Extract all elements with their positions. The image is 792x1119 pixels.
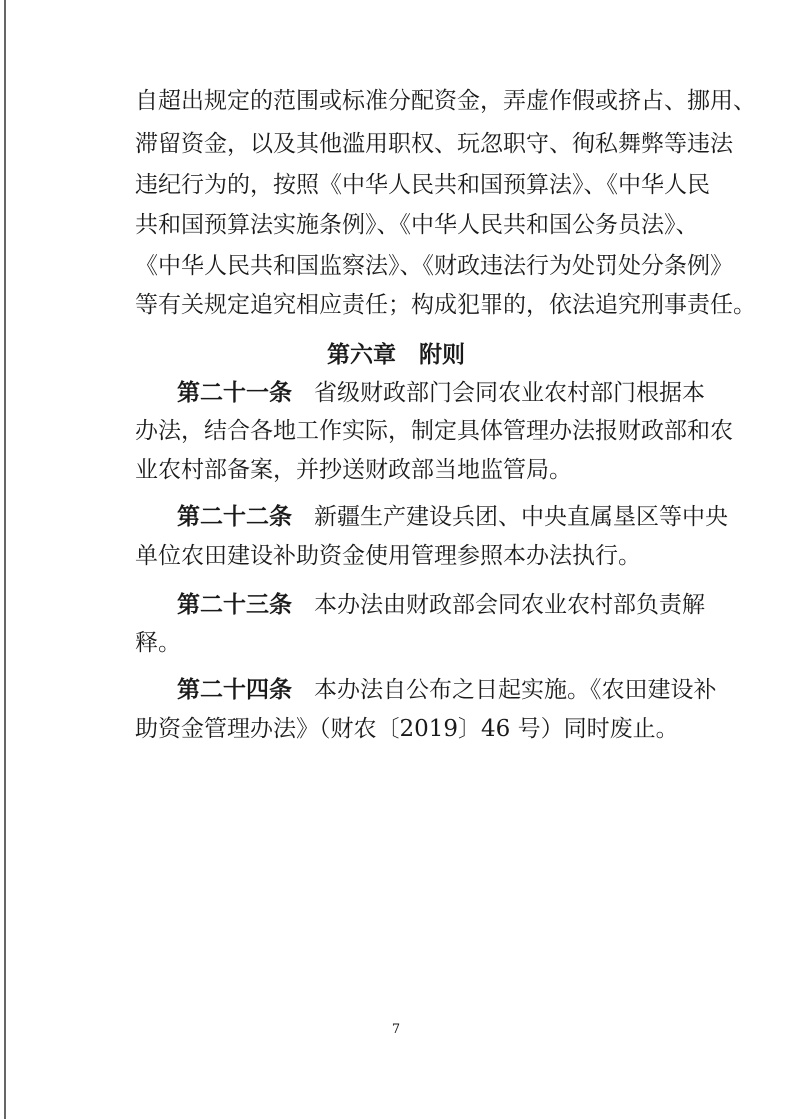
text-line: 违纪行为的，按照《中华人民共和国预算法》、《中华人民 — [135, 172, 710, 198]
text-line: 滞留资金，以及其他滥用职权、玩忽职守、徇私舞弊等违法 — [135, 131, 733, 157]
article-text: 省级财政部门会同农业农村部门根据本 — [314, 380, 705, 406]
article-text: 本办法自公布之日起实施。《农田建设补 — [314, 677, 717, 703]
article-23-first-line — [177, 590, 705, 620]
text-line: 办法，结合各地工作实际，制定具体管理办法报财政部和农 — [135, 418, 733, 444]
text-line: 业农村部备案，并抄送财政部当地监管局。 — [135, 457, 572, 483]
text-line: 单位农田建设补助资金使用管理参照本办法执行。 — [135, 543, 641, 569]
chapter-heading: 第六章 附则 — [327, 342, 465, 368]
article-22-first-line — [177, 502, 728, 532]
article-label: 第二十二条 — [177, 504, 292, 530]
text-line: 释。 — [135, 630, 181, 656]
text-line: 《中华人民共和国监察法》、《财政违法行为处罚处分条例》 — [135, 253, 733, 279]
article-label: 第二十四条 — [177, 677, 292, 703]
text-line: 共和国预算法实施条例》、《中华人民共和国公务员法》、 — [135, 212, 699, 238]
text-line: 助资金管理办法》（财农〔2019〕46 号）同时废止。 — [135, 716, 679, 742]
scan-edge-artifact — [4, 0, 6, 1119]
article-21-first-line — [177, 378, 705, 408]
article-label: 第二十三条 — [177, 592, 292, 618]
article-text: 新疆生产建设兵团、中央直属垦区等中央 — [314, 504, 728, 530]
text-line: 自超出规定的范围或标准分配资金，弄虚作假或挤占、挪用、 — [135, 88, 756, 114]
page-number: 7 — [391, 1022, 401, 1037]
text-line: 等有关规定追究相应责任；构成犯罪的，依法追究刑事责任。 — [135, 292, 756, 318]
article-label: 第二十一条 — [177, 380, 292, 406]
article-text: 本办法由财政部会同农业农村部负责解 — [314, 592, 705, 618]
article-24-first-line — [177, 675, 717, 705]
